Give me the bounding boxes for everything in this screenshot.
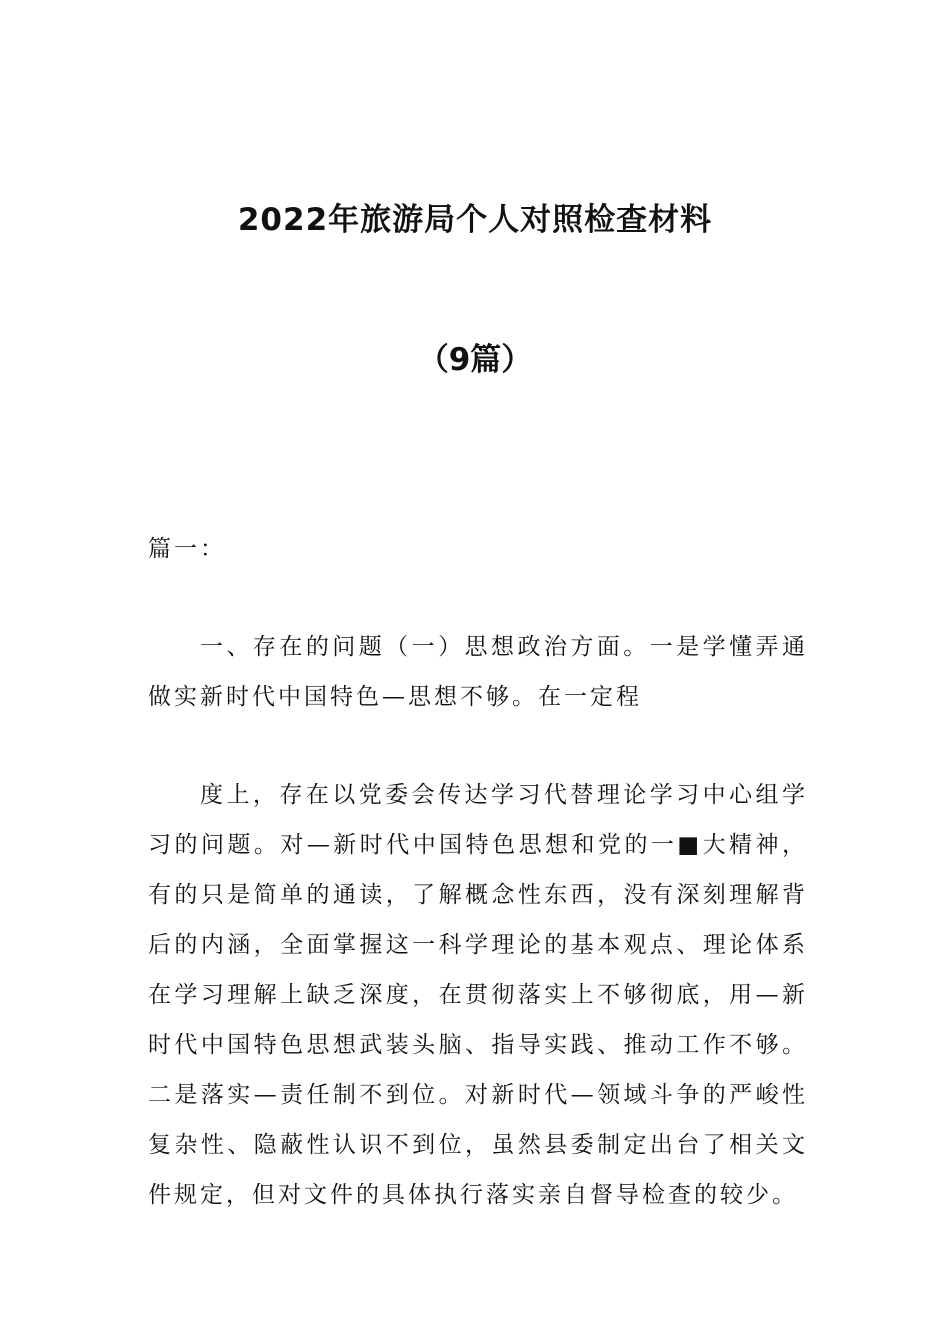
paragraph-2: 度上，存在以党委会传达学习代替理论学习中心组学习的问题。对—新时代中国特色思想和党的一■大精神，有的只是简单的通读，了解概念性东西，没有深刻理解背后的内涵，全面掌握这一科学理论的基本观点、理论体系在学习理解上缺乏深度，在贯彻落实上不够彻底，用—新时代中国特色思想武装头脑、指导实践、推动工作不够。二是落实—责任制不到位。对新时代—领域斗争的严峻性复杂性、隐蔽性认识不到位，虽然县委制定出台了相关文件规定，但对文件的具体执行落实亲自督导检查的较少。 xyxy=(148,782,808,1208)
section-label: 篇一： xyxy=(148,536,226,562)
document-title: 2022年旅游局个人对照检查材料 xyxy=(237,202,713,238)
paragraph-1: 一、存在的问题（一）思想政治方面。一是学懂弄通做实新时代中国特色—思想不够。在一定程 xyxy=(148,634,808,710)
document-subtitle: （9篇） xyxy=(417,342,533,378)
